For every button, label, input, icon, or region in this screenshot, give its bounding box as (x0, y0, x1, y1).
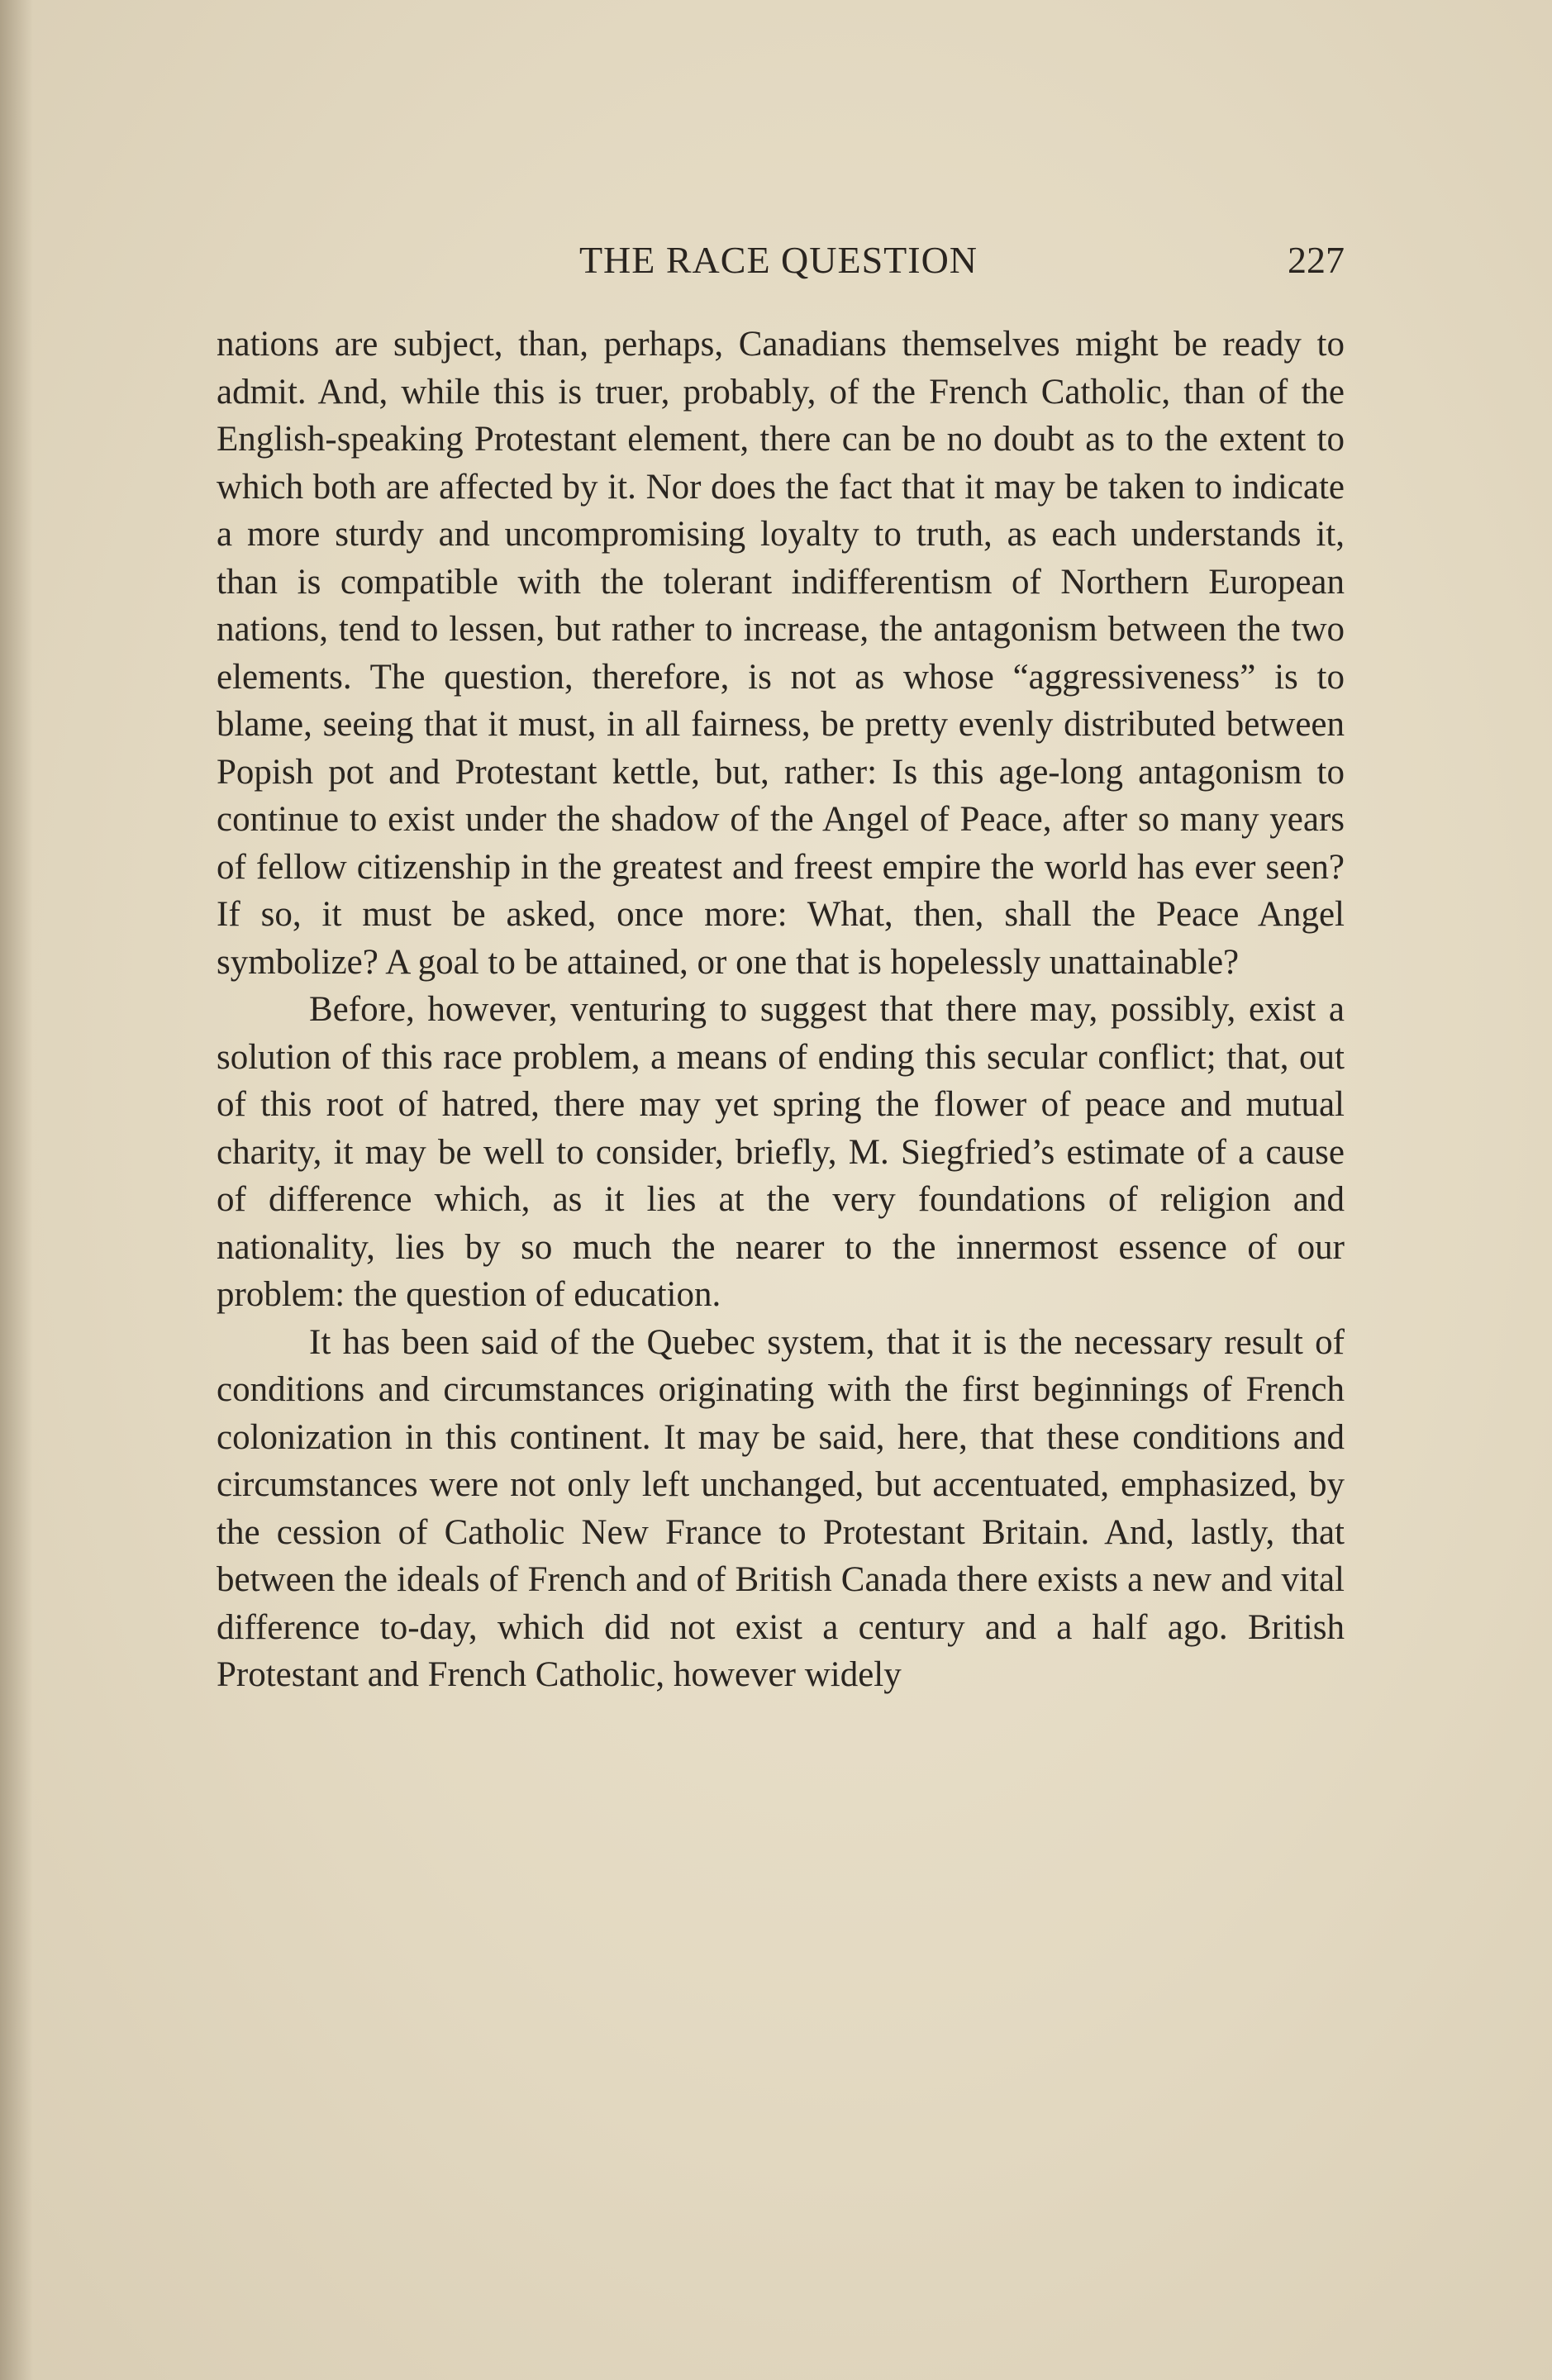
body-text (217, 321, 1345, 1699)
running-title: THE RACE QUESTION (578, 239, 978, 281)
running-head (217, 236, 1345, 285)
paragraph-2: Before, however, venturing to suggest that there may, possibly, exist a solution of this race problem, a means of ending this secular conflict; that, out of this root of hatred, there may yet spring the flower of peace and mutual charity, it may be well to consider, briefly, M. Siegfried’s estimate of a cause of difference which, as it lies at the very foundations of religion and nationality, lies by so much the nearer to the innermost essence of our problem: the question of education. (217, 990, 1345, 1314)
page-number: 227 (1288, 239, 1345, 281)
spine-shadow (0, 0, 33, 2380)
paragraph-1: nations are subject, than, perhaps, Canadians themselves might be ready to admit. And, while this is truer, probably, of the French Catholic, than of the English-speaking Protestant element, there can be no doubt as to the extent to which both are affected by it. Nor does the fact that it may be taken to indicate a more sturdy and uncompromising loyalty to truth, as each understands it, than is compatible with the tolerant indifferentism of Northern European nations, tend to lessen, but rather to increase, the antagonism between the two elements. The question, therefore, is not as whose “aggressiveness” is to blame, seeing that it must, in all fairness, be pretty evenly distributed between Popish pot and Protestant kettle, but, rather: Is this age-long antagonism to continue to exist under the shadow of the Angel of Peace, after so many years of fellow citizenship in the greatest and freest empire the world has ever seen? If so, it must be asked, once more: What, then, shall the Peace Angel symbolize? A goal to be attained, or one that is hopelessly unattainable? (217, 325, 1345, 982)
paragraph-3: It has been said of the Quebec system, that it is the necessary result of conditions and circumstances originating with the first beginnings of French colonization in this continent. It may be said, here, that these conditions and circumstances were not only left unchanged, but accentuated, emphasized, by the cession of Catholic New France to Protestant Britain. And, lastly, that between the ideals of French and of British Canada there exists a new and vital difference to-day, which did not exist a century and a half ago. British Protestant and French Catholic, however widely (217, 1322, 1345, 1694)
